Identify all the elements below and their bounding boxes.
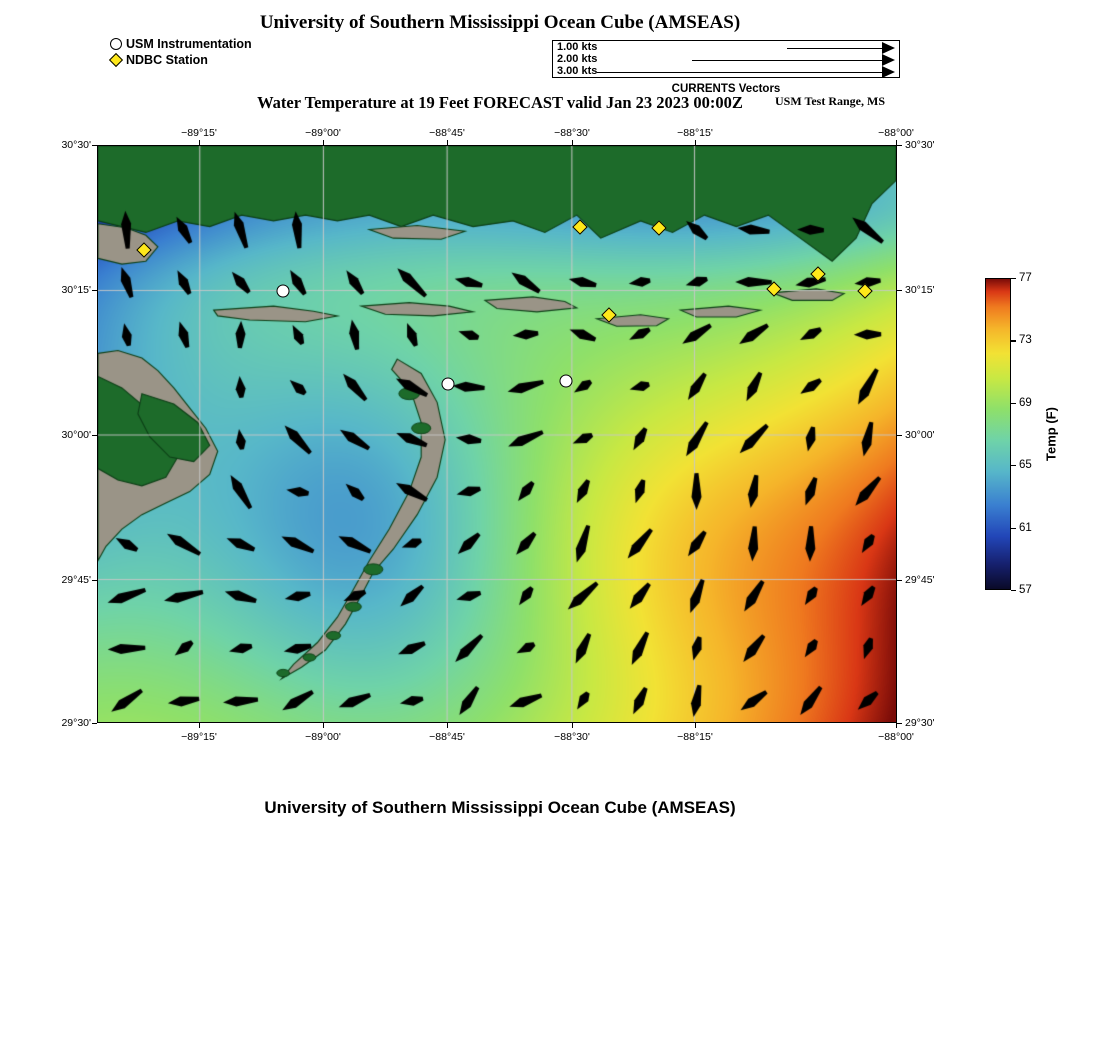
- lon-tick-label-top: −88°00': [878, 127, 914, 139]
- lat-tick-label-left: 29°45': [61, 574, 91, 586]
- lon-tick-label-top: −88°15': [677, 127, 713, 139]
- lat-tick-label-right: 30°00': [905, 428, 935, 441]
- ndbc-station-marker[interactable]: [857, 284, 873, 300]
- colorbar-title: Temp (F): [1043, 407, 1059, 461]
- colorbar-tick-label: 65: [1019, 459, 1032, 472]
- usm-instrumentation-icon: [110, 38, 122, 50]
- lon-tick-label-top: −88°45': [429, 127, 465, 139]
- vector-scale-label-3: 3.00 kts: [557, 65, 598, 77]
- lon-tick-label-top: −88°30': [554, 127, 590, 139]
- page-title: University of Southern Mississippi Ocean Cube (AMSEAS): [259, 12, 741, 33]
- map-station-overlay: [98, 146, 896, 722]
- lat-tick-mark: [92, 723, 97, 724]
- usm-instrumentation-marker[interactable]: [276, 284, 289, 297]
- vector-shaft-1: [787, 48, 882, 49]
- usm-instrumentation-marker[interactable]: [441, 378, 454, 391]
- colorbar-tick: [1011, 465, 1016, 466]
- lon-tick-mark: [199, 723, 200, 728]
- legend-item-usm: [110, 36, 252, 51]
- lon-tick-mark: [695, 723, 696, 728]
- station-legend: [110, 36, 252, 68]
- lat-tick-label-left: 30°15': [61, 283, 91, 296]
- ndbc-station-marker[interactable]: [572, 219, 588, 235]
- vector-arrowhead-3: [882, 66, 895, 78]
- colorbar-tick: [1011, 590, 1016, 591]
- lon-tick-mark: [447, 723, 448, 728]
- vector-shaft-3: [597, 72, 882, 73]
- ndbc-station-marker[interactable]: [651, 220, 667, 236]
- colorbar-tick: [1011, 278, 1016, 279]
- currents-vector-legend: [552, 40, 900, 78]
- lat-tick-label-right: 30°30': [905, 139, 935, 151]
- lon-tick-label-top: −89°15': [181, 127, 217, 139]
- colorbar-gradient: [985, 278, 1011, 590]
- lat-tick-mark: [897, 435, 902, 436]
- lon-tick-label-bottom: −88°30': [554, 731, 590, 743]
- vector-arrowhead-2: [882, 54, 895, 66]
- lat-tick-mark: [897, 290, 902, 291]
- vector-scale-row-2: [555, 54, 897, 66]
- lon-tick-mark: [896, 723, 897, 728]
- lon-tick-mark: [323, 723, 324, 728]
- range-label: USM Test Range, MS: [775, 94, 886, 108]
- vector-scale-label-1: 1.00 kts: [557, 41, 598, 53]
- vector-scale-label-2: 2.00 kts: [557, 53, 598, 65]
- map-plot-area[interactable]: [97, 145, 897, 723]
- lat-tick-label-right: 29°45': [905, 574, 935, 586]
- lon-tick-label-bottom: −89°15': [181, 731, 217, 743]
- usm-instrumentation-marker[interactable]: [559, 375, 572, 388]
- vector-scale-row-3: [555, 66, 897, 78]
- lat-tick-mark: [897, 580, 902, 581]
- lat-tick-label-right: 30°15': [905, 283, 935, 296]
- lat-tick-label-right: 29°30': [905, 717, 935, 729]
- vector-arrowhead-1: [882, 42, 895, 54]
- legend-item-ndbc: [110, 52, 252, 67]
- lon-tick-label-bottom: −89°00': [305, 731, 341, 743]
- ndbc-station-marker[interactable]: [601, 308, 617, 324]
- lat-tick-mark: [897, 145, 902, 146]
- legend-label-ndbc: NDBC Station: [126, 52, 208, 67]
- colorbar-tick-label: 77: [1019, 272, 1032, 284]
- vector-scale-row-1: [555, 42, 897, 54]
- legend-label-usm: USM Instrumentation: [126, 36, 252, 51]
- lon-tick-label-bottom: −88°00': [878, 731, 914, 743]
- lon-tick-label-bottom: −88°45': [429, 731, 465, 743]
- ndbc-station-marker[interactable]: [810, 266, 826, 282]
- lon-tick-mark: [572, 723, 573, 728]
- lat-tick-label-left: 30°00': [61, 428, 91, 441]
- colorbar-tick: [1011, 340, 1016, 341]
- lon-tick-label-top: −89°00': [305, 127, 341, 139]
- colorbar-tick: [1011, 528, 1016, 529]
- colorbar-tick-label: 57: [1019, 584, 1032, 596]
- ndbc-station-marker[interactable]: [136, 242, 152, 258]
- vector-shaft-2: [692, 60, 882, 61]
- lon-tick-label-bottom: −88°15': [677, 731, 713, 743]
- colorbar-tick-label: 69: [1019, 396, 1032, 409]
- lat-tick-mark: [897, 723, 902, 724]
- chart-subtitle: Water Temperature at 19 Feet FORECAST valid Jan 23 2023 00:00Z: [257, 93, 743, 112]
- lat-tick-label-left: 30°30': [61, 139, 91, 151]
- ndbc-station-icon: [109, 52, 123, 66]
- currents-vectors-caption: CURRENTS Vectors: [671, 83, 781, 95]
- colorbar-tick-label: 73: [1019, 334, 1032, 347]
- footer-title: University of Southern Mississippi Ocean Cube (AMSEAS): [264, 798, 736, 817]
- ndbc-station-marker[interactable]: [767, 282, 783, 298]
- colorbar-tick: [1011, 403, 1016, 404]
- lat-tick-label-left: 29°30': [61, 717, 91, 729]
- colorbar-tick-label: 61: [1019, 521, 1032, 534]
